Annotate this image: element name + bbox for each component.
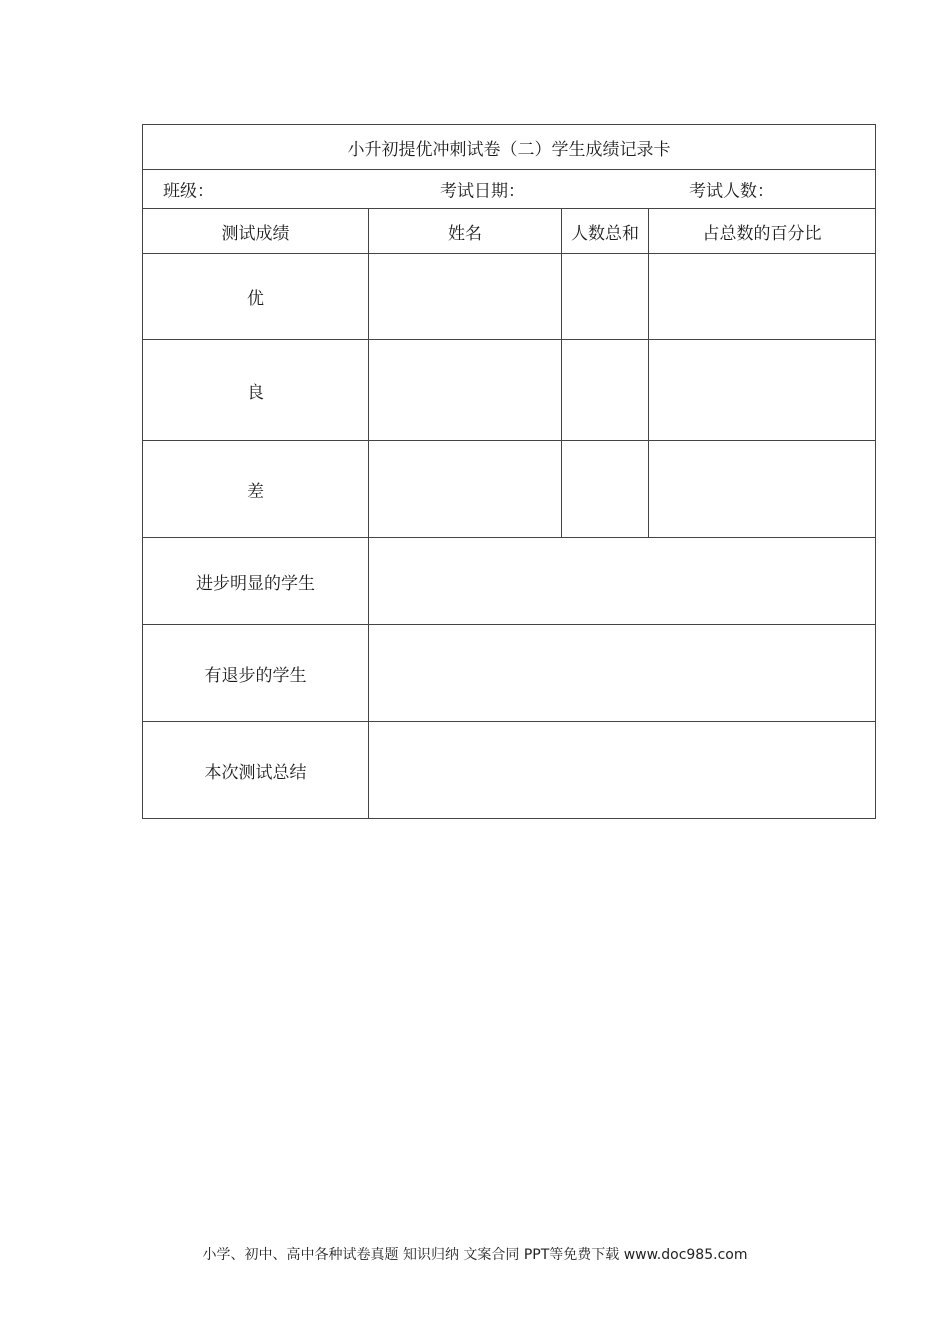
poor-names-cell xyxy=(369,441,562,538)
header-row xyxy=(143,209,876,254)
summary-label: 本次测试总结 xyxy=(143,722,369,819)
good-percent-cell xyxy=(649,340,876,441)
table-row-excellent xyxy=(143,254,876,340)
summary-cell xyxy=(369,722,876,819)
table-row-regressed xyxy=(143,625,876,722)
regressed-cell xyxy=(369,625,876,722)
table-title: 小升初提优冲刺试卷（二）学生成绩记录卡 xyxy=(143,125,876,170)
grade-excellent: 优 xyxy=(143,254,369,340)
good-total-cell xyxy=(562,340,649,441)
good-names-cell xyxy=(369,340,562,441)
regressed-label: 有退步的学生 xyxy=(143,625,369,722)
header-total: 人数总和 xyxy=(562,209,649,254)
header-name: 姓名 xyxy=(369,209,562,254)
table-row-summary xyxy=(143,722,876,819)
score-record-table xyxy=(142,124,876,819)
class-label: 班级： xyxy=(163,181,214,202)
poor-total-cell xyxy=(562,441,649,538)
header-score: 测试成绩 xyxy=(143,209,369,254)
poor-percent-cell xyxy=(649,441,876,538)
improved-label: 进步明显的学生 xyxy=(143,538,369,625)
excellent-total-cell xyxy=(562,254,649,340)
grade-poor: 差 xyxy=(143,441,369,538)
header-percent: 占总数的百分比 xyxy=(649,209,876,254)
improved-cell xyxy=(369,538,876,625)
footer-text: 小学、初中、高中各种试卷真题 知识归纳 文案合同 PPT等免费下载 www.doc985.com xyxy=(202,1247,748,1263)
exam-date-label: 考试日期： xyxy=(440,181,525,202)
excellent-percent-cell xyxy=(649,254,876,340)
info-row xyxy=(143,170,876,209)
exam-count-label: 考试人数： xyxy=(689,181,774,202)
table-row-poor xyxy=(143,441,876,538)
grade-good: 良 xyxy=(143,340,369,441)
excellent-names-cell xyxy=(369,254,562,340)
table-row-improved xyxy=(143,538,876,625)
table-row-good xyxy=(143,340,876,441)
